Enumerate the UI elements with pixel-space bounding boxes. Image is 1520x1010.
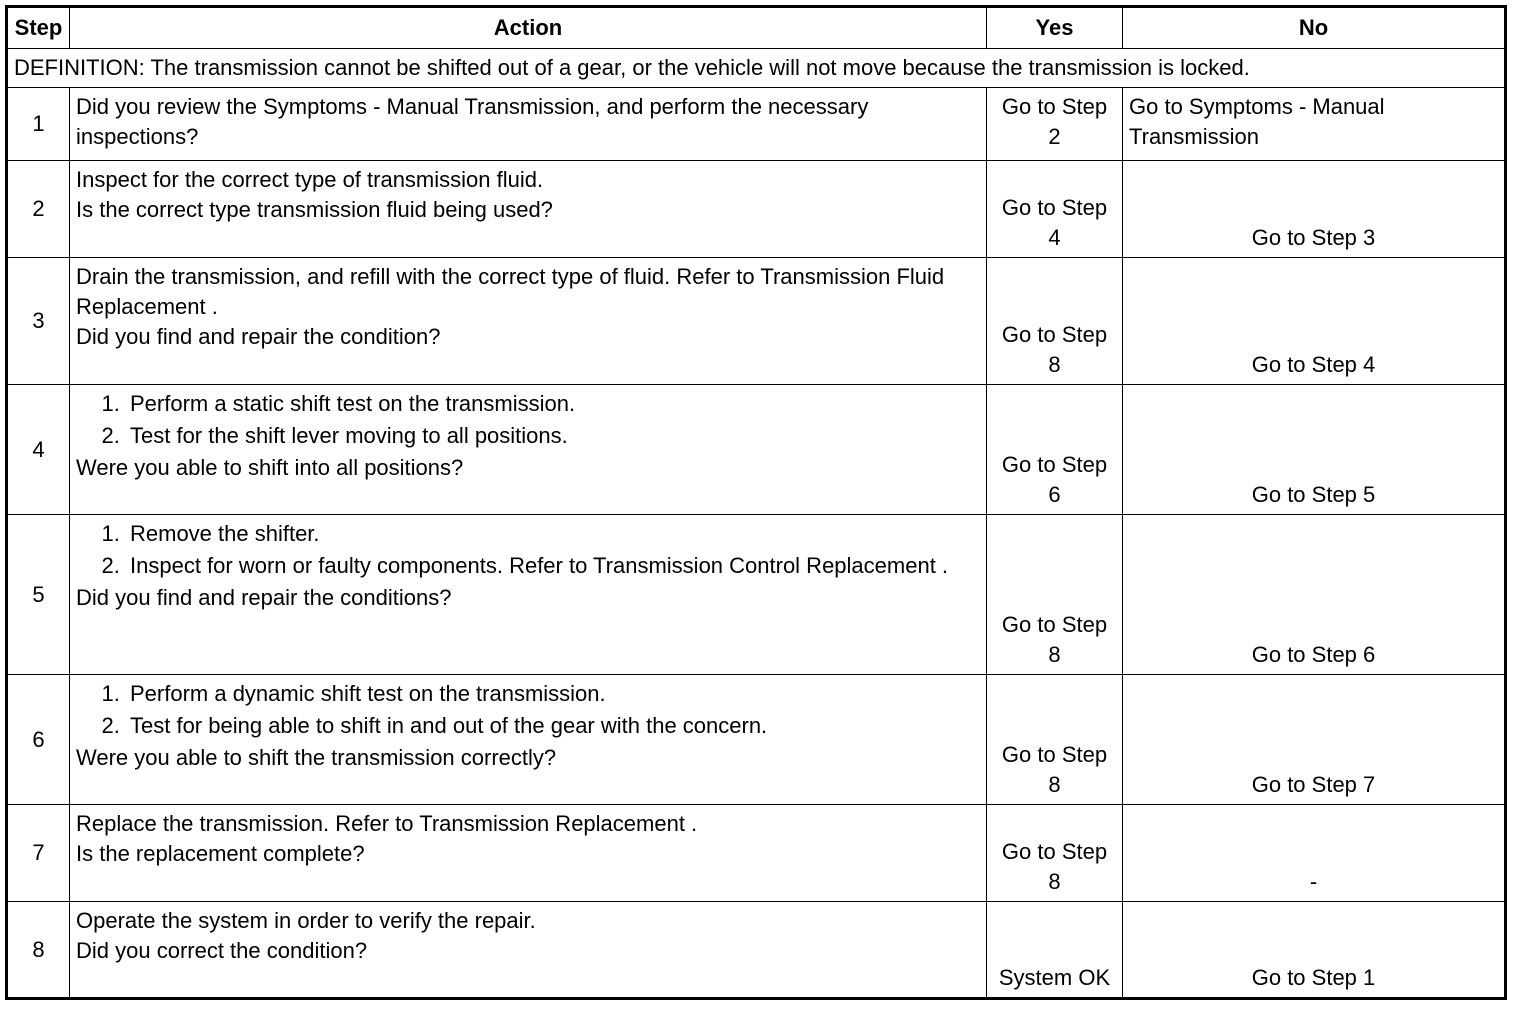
header-row [7,7,1506,49]
procedure-list [76,679,980,741]
no-cell: - [1123,805,1506,902]
step-number: 2 [7,161,70,258]
header-step: Step [7,7,70,49]
list-item: 1. Perform a static shift test on the transmission. [126,389,980,419]
table-row [7,385,1506,515]
action-cell [70,258,987,385]
no-cell: Go to Step 4 [1123,258,1506,385]
action-text: Inspect for the correct type of transmission fluid. [76,167,544,192]
action-text: Drain the transmission, and refill with the correct type of fluid. Refer to Transmission Fluid Replacement . [76,264,945,319]
action-question: Were you able to shift the transmission correctly? [76,745,557,770]
yes-cell: System OK [987,902,1123,999]
header-yes: Yes [987,7,1123,49]
action-text: Replace the transmission. Refer to Transmission Replacement . [76,811,698,836]
table-row [7,258,1506,385]
action-cell [70,675,987,805]
action-cell [70,161,987,258]
yes-cell: Go to Step 8 [987,675,1123,805]
table-row [7,902,1506,999]
yes-cell: Go to Step 4 [987,161,1123,258]
action-text: Did you review the Symptoms - Manual Transmission, and perform the necessary inspections? [76,94,869,149]
step-number: 4 [7,385,70,515]
action-question: Is the correct type transmission fluid being used? [76,197,553,222]
action-question: Were you able to shift into all positions? [76,455,464,480]
action-cell [70,902,987,999]
procedure-list [76,519,980,581]
table-row [7,515,1506,675]
yes-cell: Go to Step 8 [987,515,1123,675]
no-cell: Go to Step 5 [1123,385,1506,515]
definition-text: DEFINITION: The transmission cannot be shifted out of a gear, or the vehicle will not move because the transmission is locked. [7,49,1506,88]
no-cell: Go to Step 6 [1123,515,1506,675]
action-text: Operate the system in order to verify the repair. [76,908,536,933]
yes-cell: Go to Step 2 [987,88,1123,161]
procedure-list [76,389,980,451]
diagnostic-table [5,5,1507,1000]
list-item: 1. Perform a dynamic shift test on the transmission. [126,679,980,709]
table-row [7,675,1506,805]
yes-cell: Go to Step 8 [987,805,1123,902]
list-item: 2. Inspect for worn or faulty components. Refer to Transmission Control Replacement . [126,551,980,581]
step-number: 7 [7,805,70,902]
yes-cell: Go to Step 8 [987,258,1123,385]
definition-row [7,49,1506,88]
table-row [7,805,1506,902]
action-question: Did you find and repair the conditions? [76,585,452,610]
step-number: 8 [7,902,70,999]
no-cell: Go to Step 3 [1123,161,1506,258]
no-cell: Go to Step 1 [1123,902,1506,999]
action-cell [70,385,987,515]
action-question: Did you find and repair the condition? [76,324,441,349]
step-number: 6 [7,675,70,805]
table-row [7,88,1506,161]
list-item: 1. Remove the shifter. [126,519,980,549]
list-item: 2. Test for being able to shift in and out of the gear with the concern. [126,711,980,741]
action-question: Did you correct the condition? [76,938,368,963]
step-number: 5 [7,515,70,675]
no-cell: Go to Step 7 [1123,675,1506,805]
yes-cell: Go to Step 6 [987,385,1123,515]
list-item: 2. Test for the shift lever moving to all positions. [126,421,980,451]
action-question: Is the replacement complete? [76,841,365,866]
header-no: No [1123,7,1506,49]
action-cell [70,515,987,675]
action-cell [70,88,987,161]
step-number: 3 [7,258,70,385]
header-action: Action [70,7,987,49]
step-number: 1 [7,88,70,161]
no-cell: Go to Symptoms - Manual Transmission [1123,88,1506,161]
action-cell [70,805,987,902]
table-row [7,161,1506,258]
